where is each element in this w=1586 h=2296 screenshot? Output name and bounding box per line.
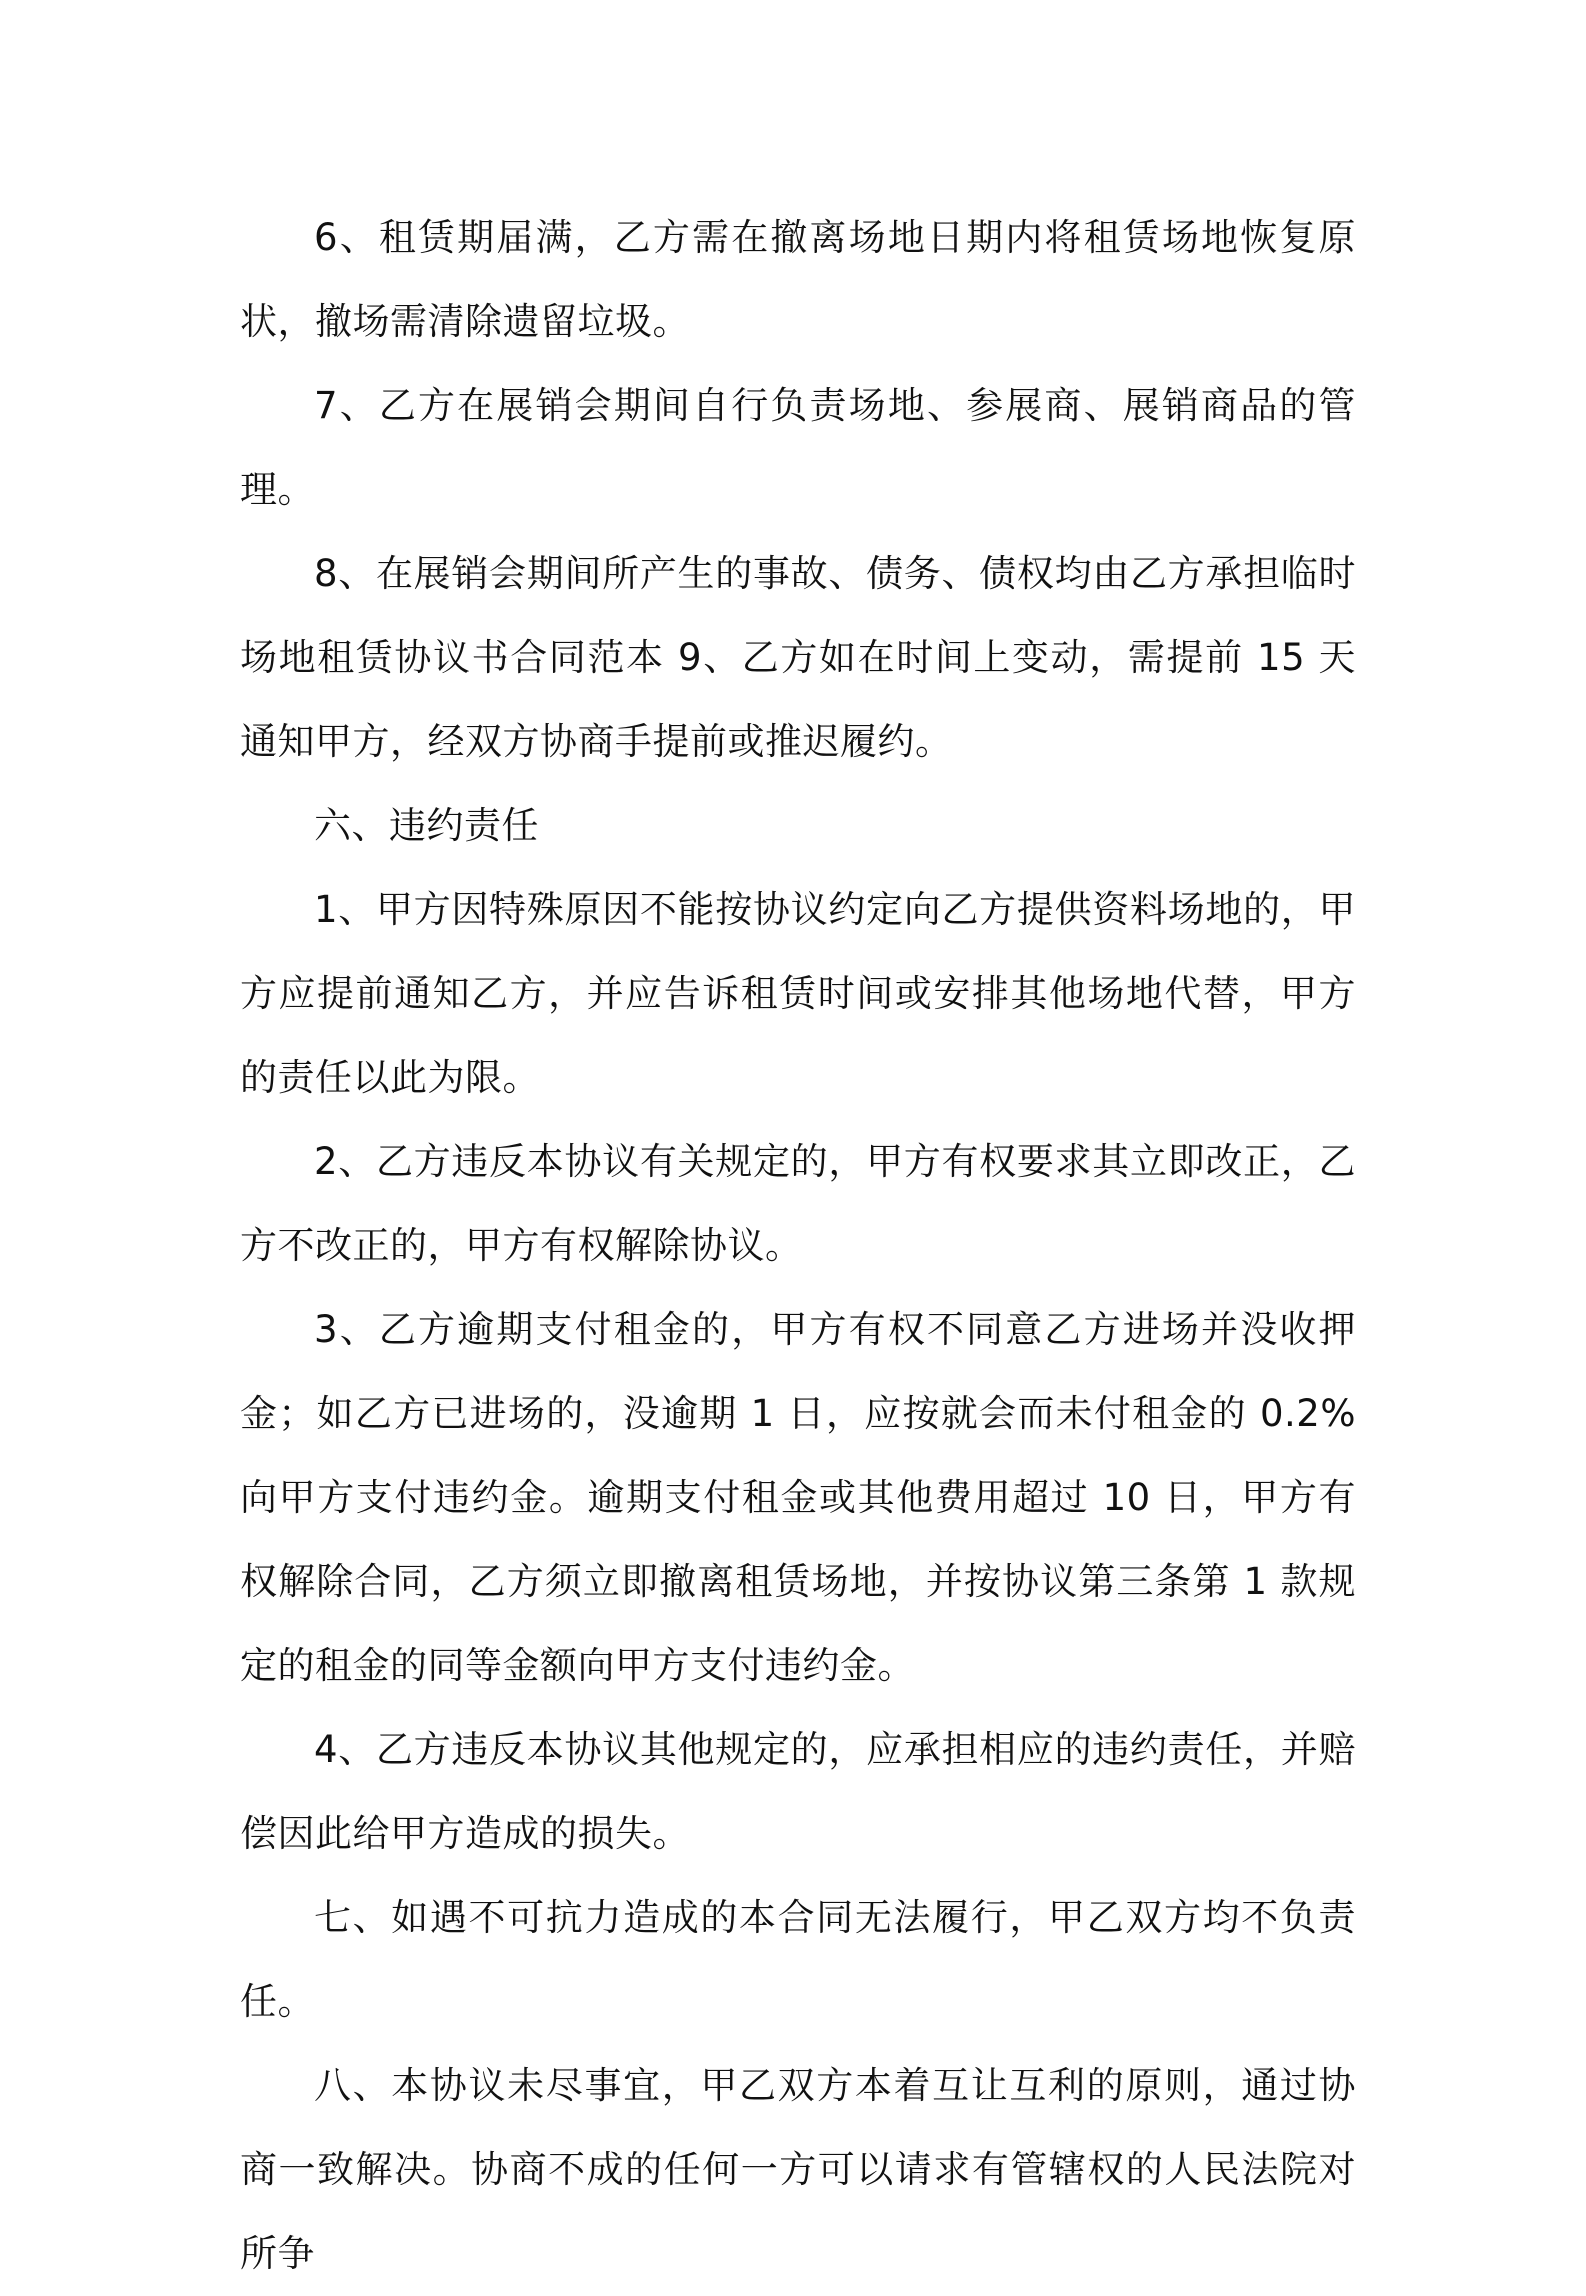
paragraph-liability-2: 2、乙方违反本协议有关规定的，甲方有权要求其立即改正，乙方不改正的，甲方有权解除协议。 — [240, 1140, 1356, 1267]
paragraph-clause-7: 7、乙方在展销会期间自行负责场地、参展商、展销商品的管理。 — [240, 384, 1356, 511]
paragraph-force-majeure: 七、如遇不可抗力造成的本合同无法履行，甲乙双方均不负责任。 — [240, 1896, 1356, 2023]
paragraph-liability-1: 1、甲方因特殊原因不能按协议约定向乙方提供资料场地的，甲方应提前通知乙方，并应告诉租赁时间或安排其他场地代替，甲方的责任以此为限。 — [240, 888, 1356, 1099]
paragraph-liability-3: 3、乙方逾期支付租金的，甲方有权不同意乙方进场并没收押金；如乙方已进场的，没逾期 1 日，应按就会而未付租金的 0.2%向甲方支付违约金。逾期支付租金或其他费用超过 10 日，甲方有权解除合同，乙方须立即撤离租赁场地，并按协议第三条第 1 款规定的租金的同等金额向甲方支付违约金。 — [240, 1308, 1356, 1687]
paragraph-dispute-resolution: 八、本协议未尽事宜，甲乙双方本着互让互利的原则，通过协商一致解决。协商不成的任何一方可以请求有管辖权的人民法院对所争 — [240, 2064, 1356, 2275]
paragraph-clause-8: 8、在展销会期间所产生的事故、债务、债权均由乙方承担临时场地租赁协议书合同范本 9、乙方如在时间上变动，需提前 15 天通知甲方，经双方协商手提前或推迟履约。 — [240, 552, 1356, 763]
paragraph-clause-6: 6、租赁期届满，乙方需在撤离场地日期内将租赁场地恢复原状，撤场需清除遗留垃圾。 — [240, 216, 1356, 343]
document-body — [240, 196, 1356, 2296]
paragraph-liability-4: 4、乙方违反本协议其他规定的，应承担相应的违约责任，并赔偿因此给甲方造成的损失。 — [240, 1728, 1356, 1855]
section-heading-breach-liability: 六、违约责任 — [314, 804, 539, 847]
